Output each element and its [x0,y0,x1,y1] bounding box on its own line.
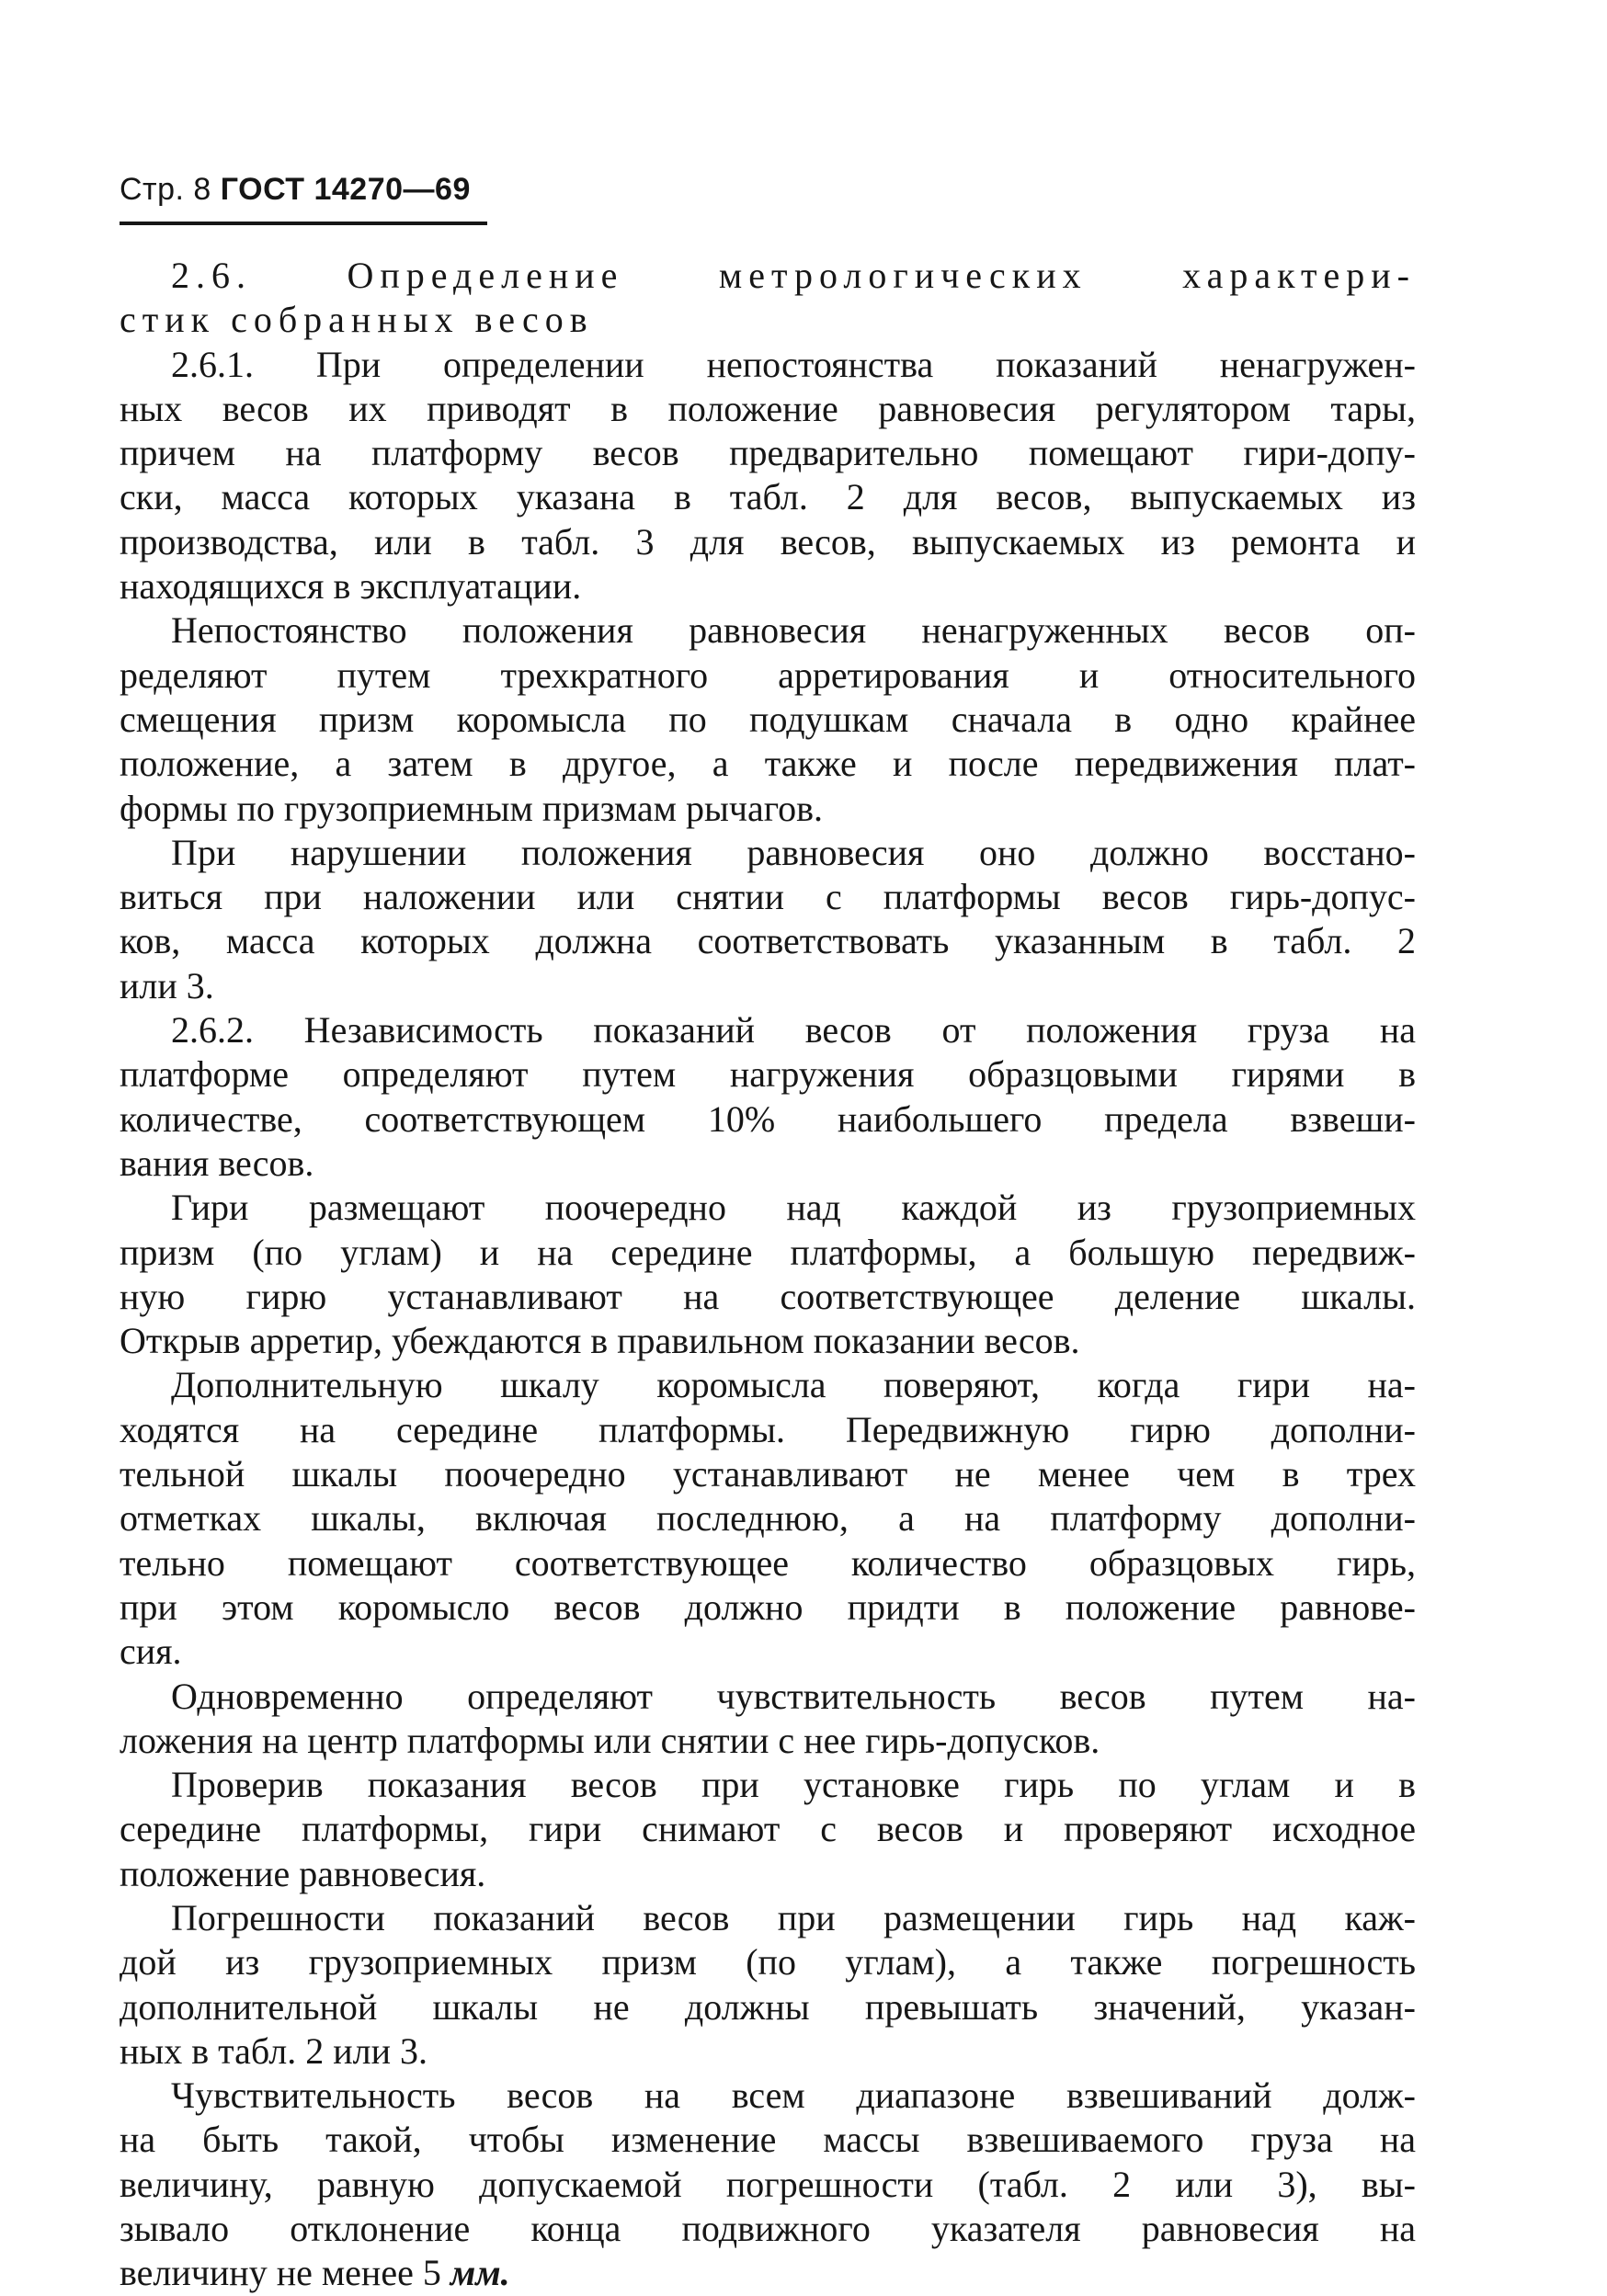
text-line: Гири размещают поочередно над каждой из грузоприемных [171,1187,1416,1229]
text-line: положение, а затем в другое, а также и после передвижения плат- [120,743,1416,785]
text-line: Проверив показания весов при установке гирь по углам и в [171,1764,1416,1806]
text-line: положение равновесия. [120,1852,486,1894]
text-line: сия. [120,1631,182,1673]
body-text [120,254,1416,2296]
text-line: дой из грузоприемных призм (по углам), а также погрешность [120,1941,1416,1983]
text-line: причем на платформу весов предварительно помещают гири-допу- [120,432,1416,474]
text-line: ных в табл. 2 или 3. [120,2029,427,2072]
text-line: тельной шкалы поочередно устанавливают не менее чем в трех [120,1453,1416,1495]
text-line: величину, равную допускаемой погрешности (табл. 2 или 3), вы- [120,2163,1416,2205]
text-line: виться при наложении или снятии с платформы весов гирь-допус- [120,876,1416,918]
text-line: 2.6. Определение метрологических характери- [171,255,1416,296]
text-line: зывало отклонение конца подвижного указателя равновесия на [120,2208,1416,2250]
text-line: количестве, соответствующем 10% наибольшего предела взвеши- [120,1097,1416,1140]
text-line: платформе определяют путем нагружения образцовыми гирями в [120,1053,1416,1096]
last-line-text: величину не менее 5 [120,2252,441,2294]
text-line-last [120,2251,1416,2295]
text-line: дополнительной шкалы не должны превышать значений, указан- [120,1985,1416,2028]
text-line: отметках шкалы, включая последнюю, а на платформу дополни- [120,1497,1416,1540]
gost-number: ГОСТ 14270—69 [220,172,471,207]
text-line: ределяют путем трехкратного арретирования и относительного [120,654,1416,696]
text-line: находящихся в эксплуатации. [120,565,582,608]
text-line: производства, или в табл. 3 для весов, выпускаемых из ремонта и [120,520,1416,563]
text-line: ков, масса которых должна соответствовать указанным в табл. 2 [120,920,1416,962]
text-line: ложения на центр платформы или снятии с нее гирь-допусков. [120,1719,1100,1761]
text-line: Погрешности показаний весов при размещении гирь над каж- [171,1896,1416,1938]
text-line: вания весов. [120,1142,314,1184]
text-line: или 3. [120,964,214,1006]
page-number: Стр. 8 [120,172,211,207]
text-line: на быть такой, чтобы изменение массы взвешиваемого груза на [120,2119,1416,2161]
text-line: ную гирю устанавливают на соответствующее деление шкалы. [120,1275,1416,1317]
page-header [120,171,471,208]
text-line: ных весов их приводят в положение равновесия регулятором тары, [120,387,1416,429]
unit-mm: мм. [450,2252,510,2294]
text-line: при этом коромысло весов должно придти в положение равнове- [120,1586,1416,1628]
text-line: середине платформы, гири снимают с весов и проверяют исходное [120,1808,1416,1850]
text-line: При нарушении положения равновесия оно должно восстано- [171,831,1416,873]
text-line: формы по грузоприемным призмам рычагов. [120,787,824,829]
text-line: тельно помещают соответствующее количество образцовых гирь, [120,1541,1416,1584]
text-line: смещения призм коромысла по подушкам сначала в одно крайнее [120,698,1416,740]
text-line: ходятся на середине платформы. Передвижную гирю дополни- [120,1408,1416,1450]
header-rule [120,222,487,225]
text-line: стик собранных весов [120,299,594,341]
text-line: Дополнительную шкалу коромысла поверяют, когда гири на- [171,1364,1416,1406]
text-line: 2.6.1. При определении непостоянства показаний ненагружен- [171,343,1416,385]
text-line: ски, масса которых указана в табл. 2 для весов, выпускаемых из [120,476,1416,518]
text-line: Открыв арретир, убеждаются в правильном показании весов. [120,1320,1080,1362]
text-line: Одновременно определяют чувствительность весов путем на- [171,1675,1416,1717]
text-line: призм (по углам) и на середине платформы, а большую передвиж- [120,1231,1416,1273]
text-line: Непостоянство положения равновесия ненагруженных весов оп- [171,609,1416,652]
text-line: Чувствительность весов на всем диапазоне взвешиваний долж- [171,2074,1416,2117]
text-line: 2.6.2. Независимость показаний весов от положения груза на [171,1009,1416,1051]
